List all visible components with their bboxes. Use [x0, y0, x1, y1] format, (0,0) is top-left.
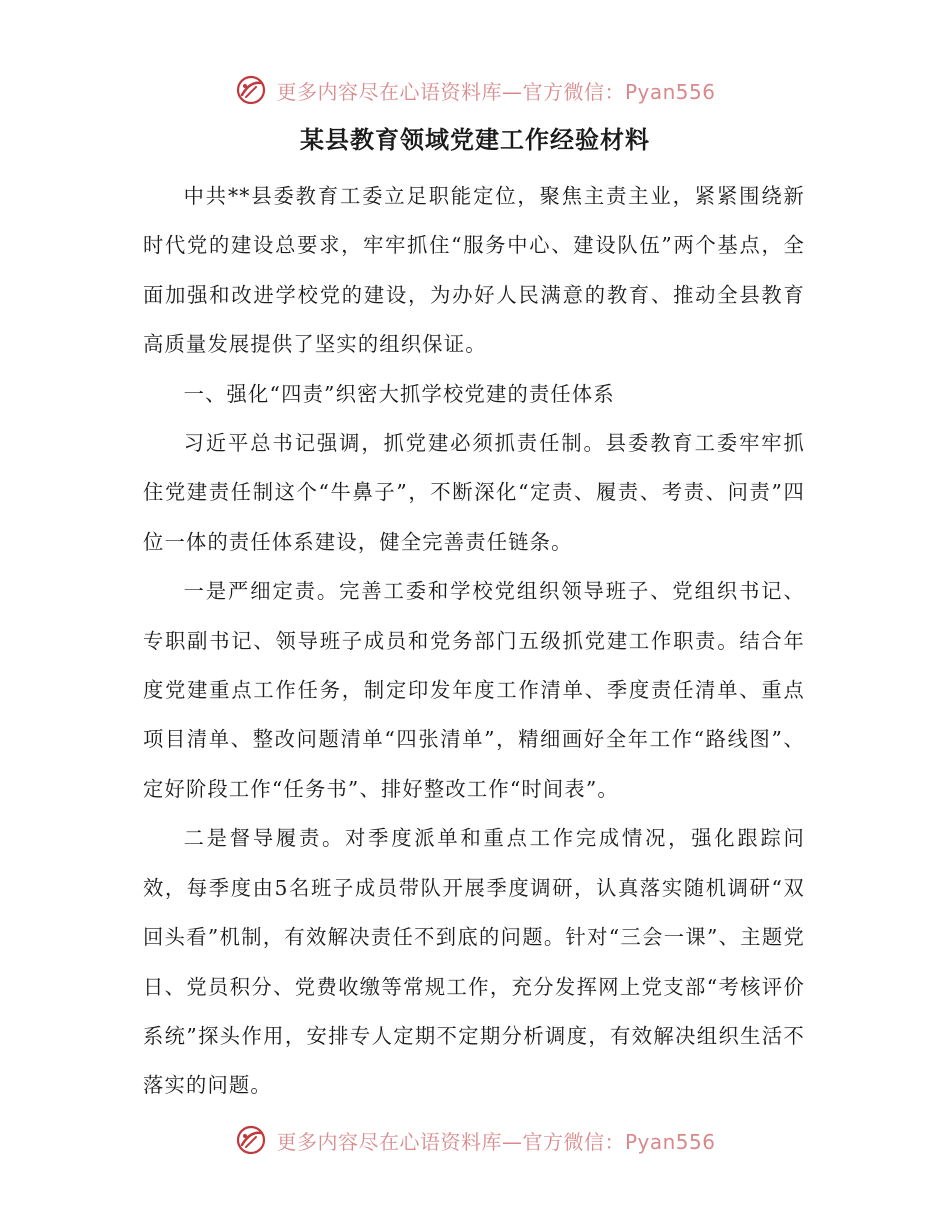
paragraph: 一是严细定责。完善工委和学校党组织领导班子、党组织书记、专职副书记、领导班子成员和党务部门五级抓党建工作职责。结合年度党建重点工作任务，制定印发年度工作清单、季度责任清单、重点项目清单、整改问题清单“四张清单”，精细画好全年工作“路线图”、定好阶段工作“任务书”、排好整改工作“时间表”。	[143, 579, 805, 801]
footer-banner	[0, 1120, 950, 1160]
banner-text: 更多内容尽在心语资料库—官方微信：Pyan556	[276, 1129, 716, 1154]
paragraph: 中共**县委教育工委立足职能定位，聚焦主责主业，紧紧围绕新时代党的建设总要求，牢牢抓住“服务中心、建设队伍”两个基点，全面加强和改进学校党的建设，为办好人民满意的教育、推动全县教育高质量发展提供了坚实的组织保证。	[143, 184, 805, 357]
paragraph: 二是督导履责。对季度派单和重点工作完成情况，强化跟踪问效，每季度由5名班子成员带队开展季度调研，认真落实随机调研“双回头看”机制，有效解决责任不到底的问题。针对“三会一课”、主题党日、党员积分、党费收缴等常规工作，充分发挥网上党支部“考核评价系统”探头作用，安排专人定期不定期分析调度，有效解决组织生活不落实的问题。	[143, 826, 805, 1098]
paragraph: 习近平总书记强调，抓党建必须抓责任制。县委教育工委牢牢抓住党建责任制这个“牛鼻子”，不断深化“定责、履责、考责、问责”四位一体的责任体系建设，健全完善责任链条。	[143, 431, 805, 554]
document-title: 某县教育领域党建工作经验材料	[300, 126, 650, 154]
banner-text: 更多内容尽在心语资料库—官方微信：Pyan556	[276, 79, 716, 104]
logo-icon	[234, 1123, 268, 1157]
logo-icon	[234, 73, 268, 107]
section-heading: 一、强化“四责”织密大抓学校党建的责任体系	[183, 381, 615, 406]
header-banner	[0, 70, 950, 110]
document-body	[143, 172, 805, 1111]
